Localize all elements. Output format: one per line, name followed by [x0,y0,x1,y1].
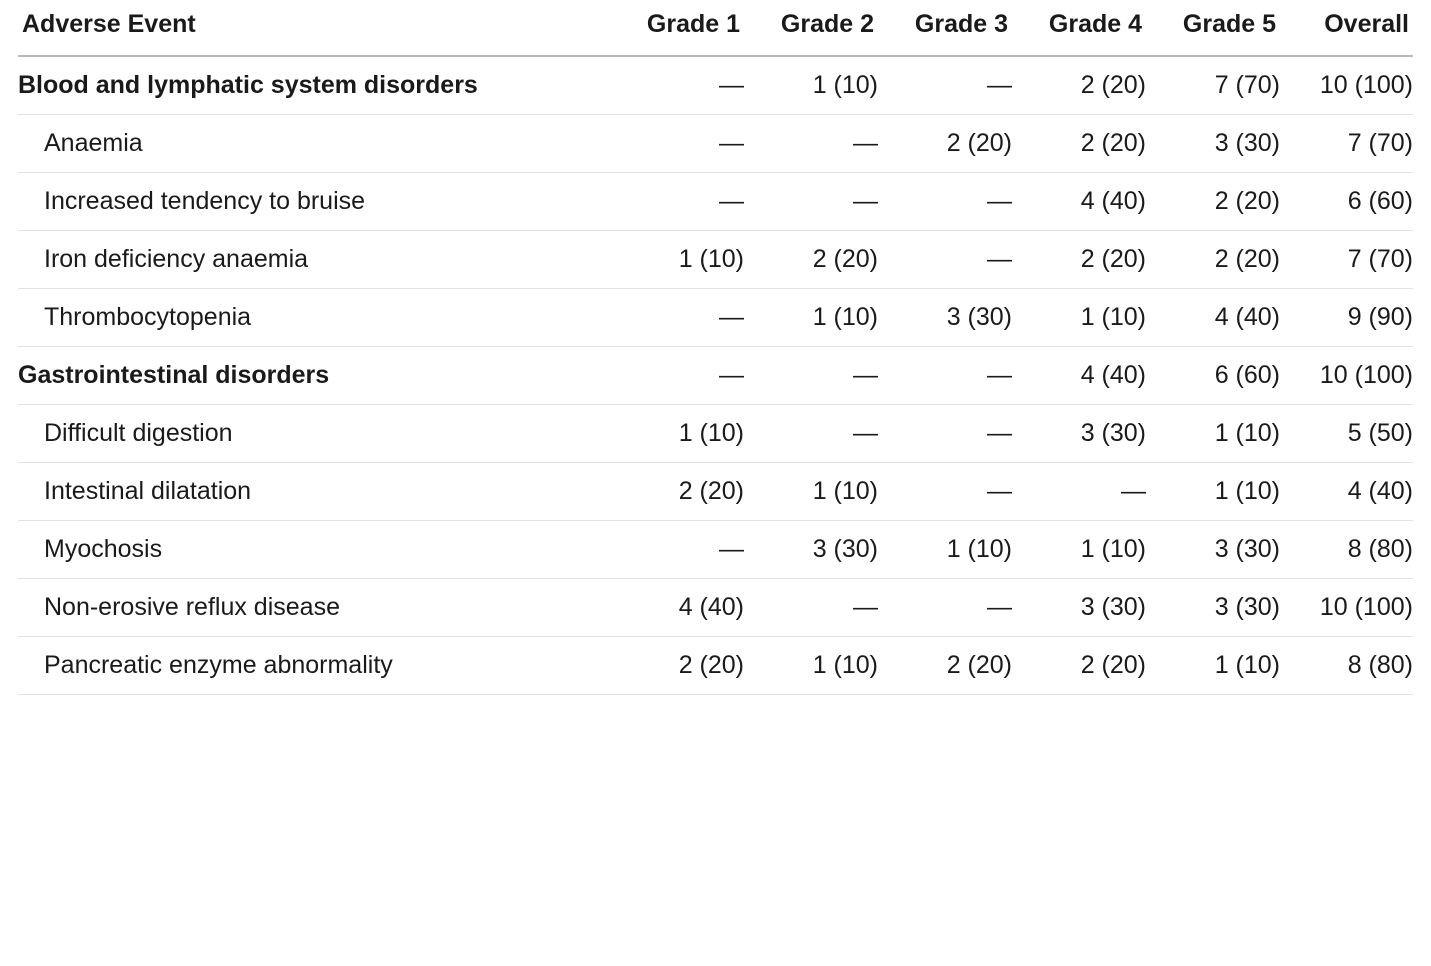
row-value-cell: 10 (100) [1280,56,1413,115]
row-value-cell: 4 (40) [610,579,744,637]
row-item-label: Iron deficiency anaemia [18,231,610,289]
row-value-cell: — [610,347,744,405]
table-row [18,56,1413,115]
table-row [18,405,1413,463]
row-value-cell: 1 (10) [744,56,878,115]
row-value-cell: — [744,347,878,405]
row-value-cell: 1 (10) [1146,637,1280,695]
row-value-cell: — [878,463,1012,521]
row-item-label: Increased tendency to bruise [18,173,610,231]
row-value-cell: — [610,115,744,173]
row-value-cell: 3 (30) [1012,579,1146,637]
row-value-cell: 1 (10) [1146,463,1280,521]
row-value-cell: 6 (60) [1146,347,1280,405]
row-value-cell: — [744,115,878,173]
row-value-cell: — [610,173,744,231]
column-header-grade-3: Grade 3 [878,0,1012,56]
row-value-cell: 2 (20) [1012,231,1146,289]
column-header-adverse-event: Adverse Event [18,0,610,56]
row-value-cell: 5 (50) [1280,405,1413,463]
row-value-cell: 2 (20) [1012,115,1146,173]
column-header-overall: Overall [1280,0,1413,56]
row-item-label: Anaemia [18,115,610,173]
table-row [18,347,1413,405]
row-value-cell: 8 (80) [1280,521,1413,579]
row-value-cell: 2 (20) [1146,231,1280,289]
row-value-cell: 2 (20) [744,231,878,289]
row-group-label: Gastrointestinal disorders [18,347,610,405]
table-row [18,521,1413,579]
row-value-cell: 2 (20) [1146,173,1280,231]
row-value-cell: 2 (20) [1012,637,1146,695]
row-value-cell: 3 (30) [1146,579,1280,637]
row-item-label: Difficult digestion [18,405,610,463]
row-item-label: Non-erosive reflux disease [18,579,610,637]
row-value-cell: — [610,289,744,347]
table-row [18,579,1413,637]
row-value-cell: 3 (30) [878,289,1012,347]
row-value-cell: 7 (70) [1280,231,1413,289]
row-value-cell: 3 (30) [1146,115,1280,173]
row-value-cell: — [878,173,1012,231]
table-header [18,0,1413,56]
row-value-cell: — [744,173,878,231]
row-value-cell: — [878,56,1012,115]
row-value-cell: — [878,405,1012,463]
row-value-cell: 2 (20) [878,115,1012,173]
row-item-label: Pancreatic enzyme abnormality [18,637,610,695]
row-value-cell: 10 (100) [1280,579,1413,637]
row-group-label: Blood and lymphatic system disorders [18,56,610,115]
table-row [18,637,1413,695]
row-value-cell: 3 (30) [744,521,878,579]
row-value-cell: 4 (40) [1012,173,1146,231]
table-body [18,56,1413,695]
row-value-cell: 1 (10) [744,463,878,521]
row-value-cell: 3 (30) [1146,521,1280,579]
row-value-cell: 4 (40) [1280,463,1413,521]
row-value-cell: — [610,56,744,115]
row-value-cell: 2 (20) [610,637,744,695]
row-value-cell: 6 (60) [1280,173,1413,231]
table-header-row [18,0,1413,56]
column-header-grade-1: Grade 1 [610,0,744,56]
row-value-cell: — [1012,463,1146,521]
row-value-cell: 8 (80) [1280,637,1413,695]
row-item-label: Intestinal dilatation [18,463,610,521]
row-value-cell: 3 (30) [1012,405,1146,463]
row-value-cell: 1 (10) [1012,521,1146,579]
row-value-cell: 1 (10) [610,405,744,463]
table-row [18,173,1413,231]
table-row [18,231,1413,289]
row-item-label: Myochosis [18,521,610,579]
row-item-label: Thrombocytopenia [18,289,610,347]
column-header-grade-5: Grade 5 [1146,0,1280,56]
row-value-cell: 9 (90) [1280,289,1413,347]
row-value-cell: 1 (10) [878,521,1012,579]
row-value-cell: 4 (40) [1146,289,1280,347]
row-value-cell: 10 (100) [1280,347,1413,405]
row-value-cell: 1 (10) [610,231,744,289]
row-value-cell: — [878,579,1012,637]
row-value-cell: 4 (40) [1012,347,1146,405]
row-value-cell: — [878,231,1012,289]
row-value-cell: 2 (20) [610,463,744,521]
row-value-cell: 1 (10) [1012,289,1146,347]
table-row [18,289,1413,347]
row-value-cell: 7 (70) [1146,56,1280,115]
column-header-grade-4: Grade 4 [1012,0,1146,56]
row-value-cell: 2 (20) [1012,56,1146,115]
row-value-cell: 1 (10) [1146,405,1280,463]
table-row [18,115,1413,173]
row-value-cell: — [610,521,744,579]
row-value-cell: 2 (20) [878,637,1012,695]
row-value-cell: 1 (10) [744,289,878,347]
row-value-cell: — [744,579,878,637]
row-value-cell: 1 (10) [744,637,878,695]
adverse-event-table [18,0,1413,695]
row-value-cell: — [878,347,1012,405]
row-value-cell: 7 (70) [1280,115,1413,173]
column-header-grade-2: Grade 2 [744,0,878,56]
row-value-cell: — [744,405,878,463]
table-row [18,463,1413,521]
